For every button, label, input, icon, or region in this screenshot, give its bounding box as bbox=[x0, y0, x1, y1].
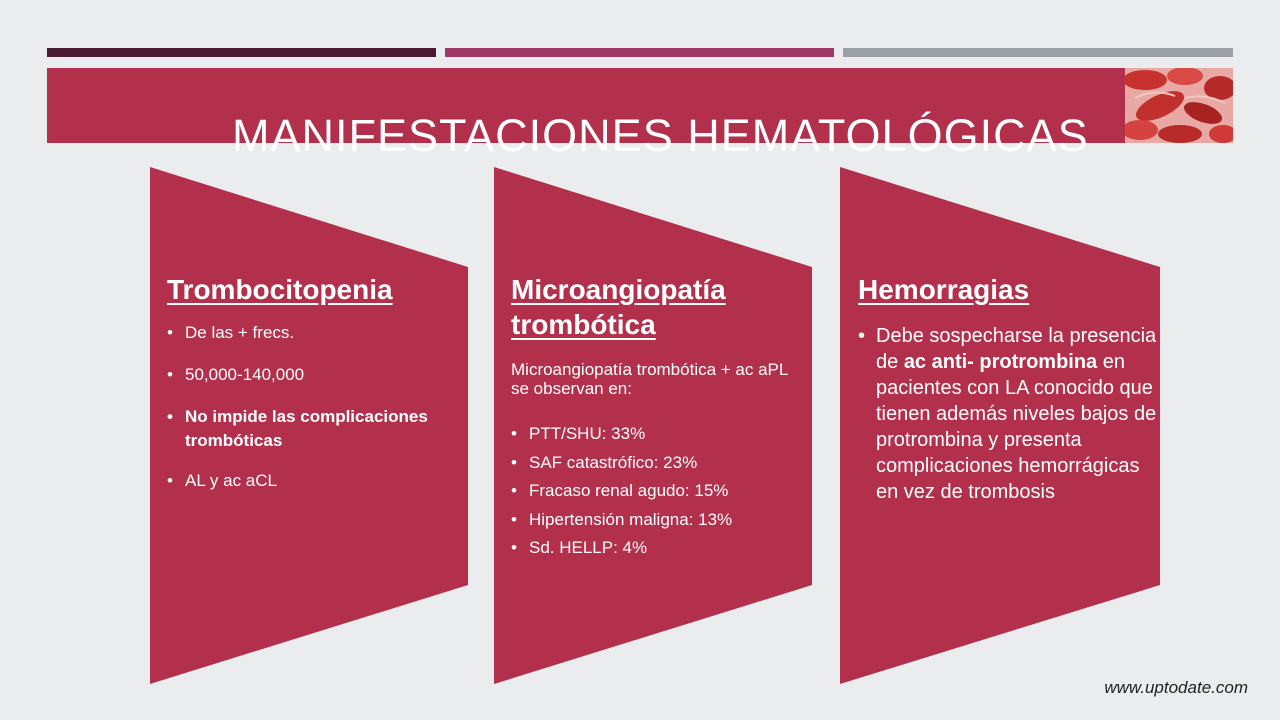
bold-text-segment: protrombina bbox=[979, 351, 1098, 373]
list-item: • Fracaso renal agudo: 15% bbox=[511, 477, 801, 506]
list-item: • AL y ac aCL bbox=[167, 469, 457, 493]
bullet-list bbox=[167, 321, 457, 493]
list-item: • SAF catastrófico: 23% bbox=[511, 449, 801, 478]
panel-hemorragias bbox=[858, 272, 1158, 505]
bullet-list bbox=[511, 420, 801, 563]
bullet-list bbox=[858, 323, 1158, 505]
text-segment: Debe sospecharse la presencia de bbox=[876, 325, 1157, 373]
list-item bbox=[858, 323, 1158, 505]
panel-heading: Microangiopatía trombótica bbox=[511, 274, 726, 340]
panel-heading: Hemorragias bbox=[858, 274, 1030, 305]
text-segment: en pacientes con LA conocido que tienen además niveles bajos de protrombina y presenta complicaciones hemorrágicas en vez de trombosis bbox=[876, 351, 1157, 503]
list-item: • 50,000-140,000 bbox=[167, 363, 457, 387]
panel-heading: Trombocitopenia bbox=[167, 274, 393, 305]
panel-microangiopatia bbox=[511, 272, 801, 563]
bold-text-segment: ac anti- bbox=[903, 351, 974, 373]
slide-title: MANIFESTACIONES HEMATOLÓGICAS bbox=[232, 110, 1089, 162]
list-item: • PTT/SHU: 33% bbox=[511, 420, 801, 449]
list-item: • Hipertensión maligna: 13% bbox=[511, 506, 801, 535]
list-item: • Sd. HELLP: 4% bbox=[511, 534, 801, 563]
list-item: • De las + frecs. bbox=[167, 321, 457, 345]
panel-trombocitopenia bbox=[167, 272, 457, 511]
source-url: www.uptodate.com bbox=[1104, 678, 1248, 697]
list-item: • No impide las complicaciones trombóticas bbox=[167, 405, 457, 453]
panel-lead-text: Microangiopatía trombótica + ac aPL se observan en: bbox=[511, 360, 788, 398]
